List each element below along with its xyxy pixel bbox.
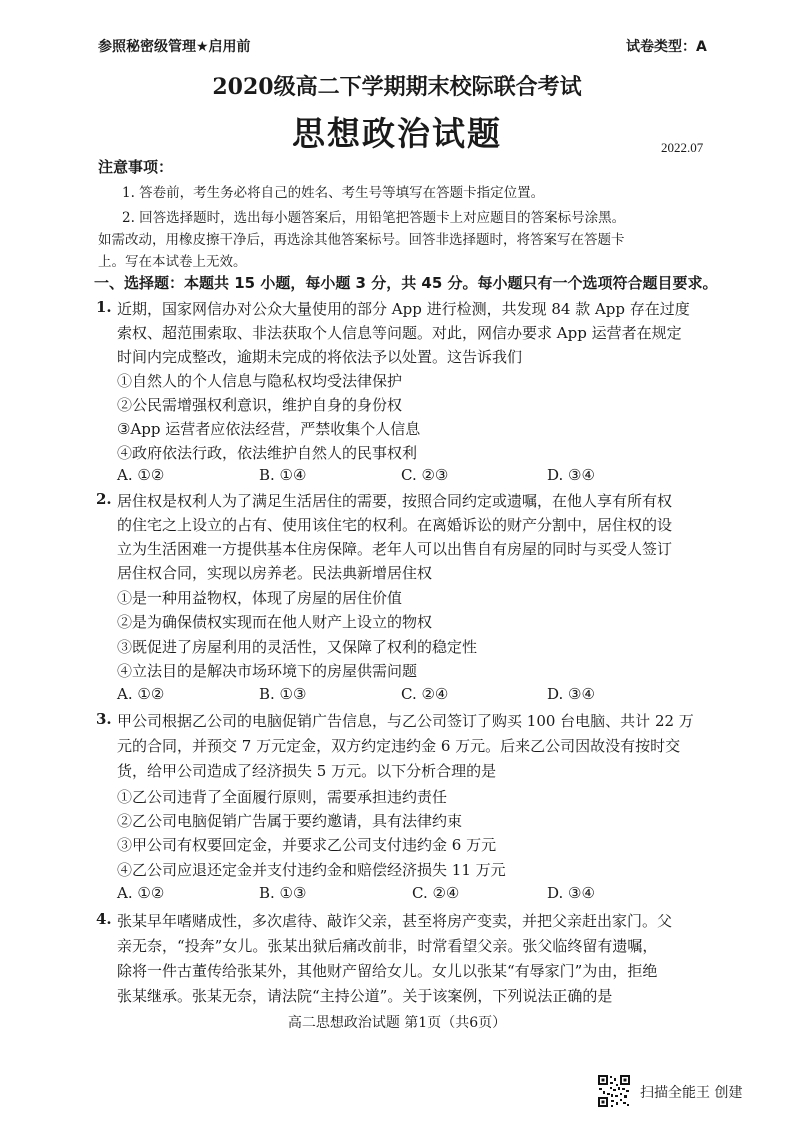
statement-option: ②是为确保债权实现而在他人财产上设立的物权 — [117, 613, 433, 631]
statement-option: ④政府依法行政，依法维护自然人的民事权利 — [117, 444, 418, 462]
question-number: 4. — [96, 910, 112, 928]
answer-choice-a: A. ①② — [117, 685, 165, 703]
answer-choice-c: C. ②④ — [412, 884, 460, 902]
notice-line: 上。写在本试卷上无效。 — [98, 254, 247, 270]
subject-title: 思想政治试题 — [292, 114, 502, 153]
statement-option: ②乙公司电脑促销广告属于要约邀请，具有法律约束 — [117, 812, 463, 830]
question-text: 元的合同，并预交 7 万元定金，双方约定违约金 6 万元。后来乙公司因故没有按时交 — [117, 737, 681, 755]
exam-title: 2020级高二下学期期末校际联合考试 — [212, 74, 582, 100]
scanner-watermark: 扫描全能王 创建 — [640, 1085, 743, 1101]
section-heading: 一、选择题：本题共 15 小题，每小题 3 分，共 45 分。每小题只有一个选项符合题目要求。 — [94, 274, 718, 292]
question-text: 张某继承。张某无奈，请法院“主持公道”。关于该案例，下列说法正确的是 — [117, 987, 613, 1005]
question-text: 张某早年嗜赌成性，多次虐待、敲诈父亲，甚至将房产变卖，并把父亲赶出家门。父 — [117, 912, 673, 930]
notice-line: 1. 答卷前，考生务必将自己的姓名、考生号等填写在答题卡指定位置。 — [122, 185, 545, 201]
question-number: 2. — [96, 490, 112, 508]
question-number: 3. — [96, 710, 112, 728]
question-text: 的住宅之上设立的占有、使用该住宅的权利。在离婚诉讼的财产分割中，居住权的设 — [117, 516, 673, 534]
question-text: 索权、超范围索取、非法获取个人信息等问题。对此，网信办要求 App 运营者在规定 — [117, 324, 682, 342]
statement-option: ②公民需增强权利意识，维护自身的身份权 — [117, 396, 403, 414]
answer-choice-c: C. ②③ — [401, 466, 449, 484]
question-number: 1. — [96, 298, 112, 316]
notice-line: 2. 回答选择题时，选出每小题答案后，用铅笔把答题卡上对应题目的答案标号涂黑。 — [122, 210, 626, 226]
qr-code-icon — [597, 1074, 631, 1108]
question-text: 除将一件古董传给张某外，其他财产留给女儿。女儿以张某“有辱家门”为由，拒绝 — [117, 962, 658, 980]
answer-choice-a: A. ①② — [117, 466, 165, 484]
page-footer: 高二思想政治试题 第1页（共6页） — [287, 1015, 507, 1031]
question-text: 近期，国家网信办对公众大量使用的部分 App 进行检测，共发现 84 款 App 存在过度 — [117, 300, 690, 318]
statement-option: ③甲公司有权要回定金，并要求乙公司支付违约金 6 万元 — [117, 836, 497, 854]
answer-choice-d: D. ③④ — [547, 685, 595, 703]
notice-line: 如需改动，用橡皮擦干净后，再选涂其他答案标号。回答非选择题时，将答案写在答题卡 — [98, 232, 625, 248]
answer-choice-b: B. ①③ — [259, 884, 307, 902]
statement-option: ③App 运营者应依法经营，严禁收集个人信息 — [117, 420, 421, 438]
statement-option: ③既促进了房屋利用的灵活性，又保障了权利的稳定性 — [117, 638, 478, 656]
answer-choice-b: B. ①④ — [259, 466, 307, 484]
statement-option: ①乙公司违背了全面履行原则，需要承担违约责任 — [117, 788, 448, 806]
statement-option: ④立法目的是解决市场环境下的房屋供需问题 — [117, 662, 418, 680]
answer-choice-d: D. ③④ — [547, 884, 595, 902]
question-text: 居住权是权利人为了满足生活居住的需要，按照合同约定或遗嘱，在他人享有所有权 — [117, 492, 673, 510]
answer-choice-b: B. ①③ — [259, 685, 307, 703]
exam-date: 2022.07 — [661, 140, 704, 155]
question-text: 甲公司根据乙公司的电脑促销广告信息，与乙公司签订了购买 100 台电脑、共计 22 万 — [117, 712, 694, 730]
question-text: 时间内完成整改，逾期未完成的将依法予以处置。这告诉我们 — [117, 348, 523, 366]
statement-option: ④乙公司应退还定金并支付违约金和赔偿经济损失 11 万元 — [117, 861, 506, 879]
answer-choice-c: C. ②④ — [401, 685, 449, 703]
notice-heading: 注意事项： — [98, 158, 174, 176]
question-text: 亲无奈，“投奔”女儿。张某出狱后痛改前非，时常看望父亲。张父临终留有遗嘱， — [117, 937, 658, 955]
statement-option: ①自然人的个人信息与隐私权均受法律保护 — [117, 372, 403, 390]
answer-choice-d: D. ③④ — [547, 466, 595, 484]
question-text: 货，给甲公司造成了经济损失 5 万元。以下分析合理的是 — [117, 762, 497, 780]
statement-option: ①是一种用益物权，体现了房屋的居住价值 — [117, 589, 403, 607]
answer-choice-a: A. ①② — [117, 884, 165, 902]
paper-type-label: 试卷类型：A — [626, 39, 707, 55]
question-text: 居住权合同，实现以房养老。民法典新增居住权 — [117, 564, 433, 582]
confidentiality-label: 参照秘密级管理★启用前 — [98, 39, 251, 55]
question-text: 立为生活困难一方提供基本住房保障。老年人可以出售自有房屋的同时与买受人签订 — [117, 540, 673, 558]
